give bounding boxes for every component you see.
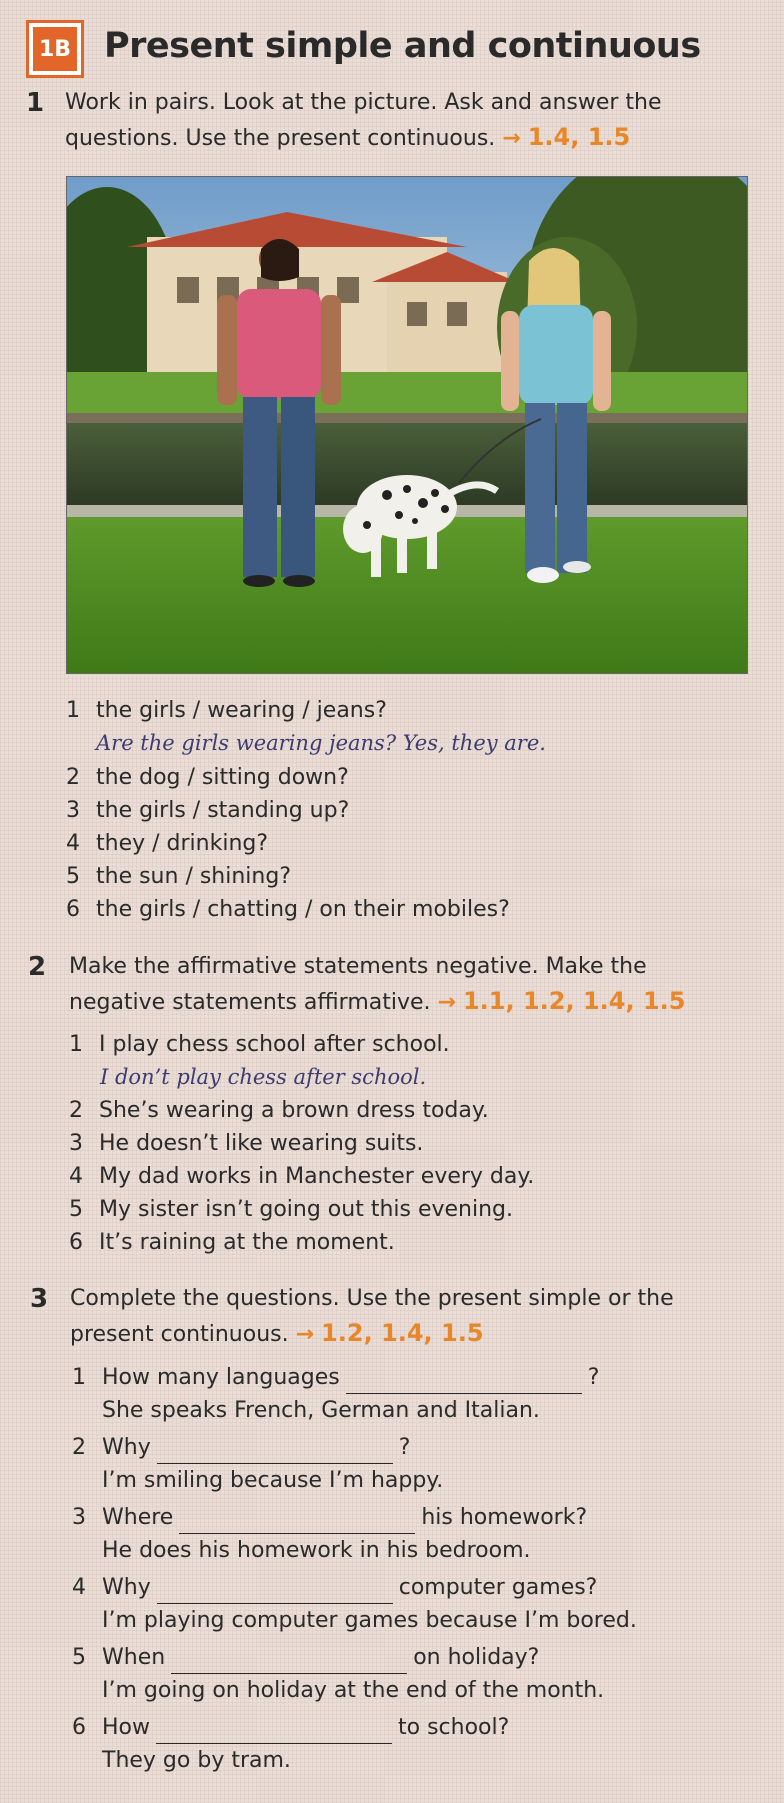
exercise-1-item: 2 the dog / sitting down?: [66, 765, 349, 790]
answer-blank[interactable]: [179, 1511, 415, 1534]
exercise-3-instruction: [70, 1282, 674, 1352]
page-title: Present simple and continuous: [104, 26, 701, 66]
exercise-2-item: 6 It’s raining at the moment.: [69, 1230, 395, 1255]
exercise-3-instruction-line2: present continuous.: [70, 1322, 289, 1347]
arrow-icon: →: [502, 126, 521, 151]
exercise-1-photo: [66, 176, 748, 674]
exercise-3-answer: I’m playing computer games because I’m bored.: [102, 1608, 637, 1633]
exercise-3-item: 1 How many languages ?: [72, 1361, 599, 1394]
unit-badge: [26, 20, 84, 78]
exercise-2-item: 3 He doesn’t like wearing suits.: [69, 1131, 424, 1156]
exercise-2-item: 4 My dad works in Manchester every day.: [69, 1164, 535, 1189]
answer-blank[interactable]: [157, 1441, 393, 1464]
exercise-2-example-answer: I don’t play chess after school.: [100, 1065, 427, 1089]
arrow-icon: →: [437, 990, 456, 1015]
exercise-2-instruction: [69, 950, 685, 1020]
exercise-3-answer: They go by tram.: [102, 1748, 291, 1773]
exercise-2-refs: 1.1, 1.2, 1.4, 1.5: [462, 987, 686, 1015]
arrow-icon: →: [295, 1322, 315, 1347]
unit-badge-label: 1B: [33, 27, 77, 71]
exercise-3-answer: I’m smiling because I’m happy.: [102, 1468, 444, 1493]
answer-blank[interactable]: [157, 1581, 393, 1604]
exercise-2-item: 1 I play chess school after school.: [69, 1032, 450, 1057]
exercise-1-instruction: [65, 86, 662, 156]
exercise-1-instruction-line2: questions. Use the present continuous.: [65, 126, 496, 151]
exercise-3-answer: I’m going on holiday at the end of the month.: [102, 1678, 605, 1703]
exercise-3-instruction-line1: Complete the questions. Use the present simple or the: [70, 1286, 674, 1311]
answer-blank[interactable]: [156, 1721, 392, 1744]
answer-blank[interactable]: [346, 1371, 582, 1394]
exercise-1-item: 6 the girls / chatting / on their mobiles?: [66, 897, 510, 922]
exercise-3-item: 6 How to school?: [72, 1711, 509, 1744]
exercise-2-instruction-line2: negative statements affirmative.: [69, 990, 431, 1015]
exercise-1-item: 3 the girls / standing up?: [66, 798, 350, 823]
exercise-3-number: 3: [30, 1284, 49, 1314]
exercise-3-answer: She speaks French, German and Italian.: [102, 1398, 540, 1423]
exercise-1-item: 1 the girls / wearing / jeans?: [66, 698, 387, 723]
exercise-3-item: 2 Why ?: [72, 1431, 410, 1464]
answer-blank[interactable]: [171, 1651, 407, 1674]
exercise-1-refs: 1.4, 1.5: [527, 123, 631, 151]
exercise-1-example-answer: Are the girls wearing jeans? Yes, they are.: [96, 731, 546, 755]
exercise-3-item: 5 When on holiday?: [72, 1641, 539, 1674]
exercise-3-refs: 1.2, 1.4, 1.5: [321, 1319, 484, 1347]
exercise-3-item: 3 Where his homework?: [72, 1501, 587, 1534]
exercise-3-item: 4 Why computer games?: [72, 1571, 597, 1604]
exercise-2-item: 2 She’s wearing a brown dress today.: [69, 1098, 489, 1123]
exercise-1-instruction-line1: Work in pairs. Look at the picture. Ask and answer the: [65, 90, 662, 115]
exercise-1-item: 4 they / drinking?: [66, 831, 269, 856]
exercise-2-instruction-line1: Make the affirmative statements negative. Make the: [69, 954, 647, 979]
exercise-1-number: 1: [26, 88, 45, 118]
exercise-3-answer: He does his homework in his bedroom.: [102, 1538, 531, 1563]
exercise-2-number: 2: [28, 952, 47, 982]
exercise-1-item: 5 the sun / shining?: [66, 864, 292, 889]
exercise-2-item: 5 My sister isn’t going out this evening.: [69, 1197, 514, 1222]
